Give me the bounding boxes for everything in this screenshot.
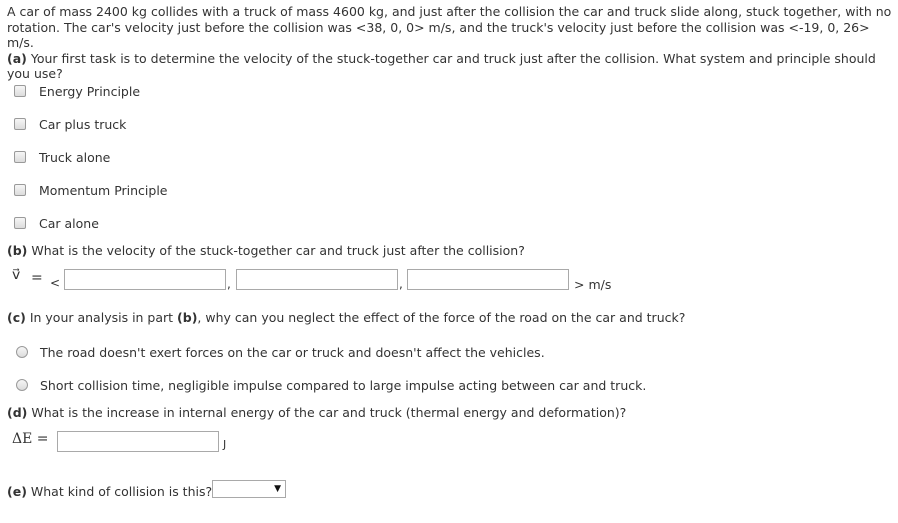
option-truck-alone[interactable]: [14, 149, 110, 165]
short-collision-time-label: Short collision time, negligible impulse compared to large impulse acting between car and truck.: [40, 377, 647, 393]
option-car-alone[interactable]: [14, 215, 99, 231]
part-c-label: (c): [7, 310, 26, 325]
option-car-plus-truck[interactable]: [14, 116, 126, 132]
momentum-principle-label: Momentum Principle: [39, 182, 168, 198]
part-a-question: Your first task is to determine the velocity of the stuck-together car and truck just after the collision. What system and principle should you use?: [7, 50, 876, 81]
vector-comma-2: ,: [399, 277, 403, 291]
option-road-no-forces[interactable]: [16, 344, 545, 360]
part-c-question-start: In your analysis in part: [25, 310, 178, 325]
road-no-forces-radio[interactable]: [16, 346, 28, 358]
velocity-z-input[interactable]: [407, 269, 569, 290]
energy-unit: J: [223, 438, 227, 451]
part-c-prompt: [7, 310, 685, 325]
part-e-prompt: [7, 484, 212, 499]
velocity-x-input[interactable]: [64, 269, 226, 290]
momentum-principle-checkbox[interactable]: [14, 184, 26, 196]
energy-principle-label: Energy Principle: [39, 83, 141, 99]
part-b-prompt: [7, 243, 525, 258]
part-e-label: (e): [7, 484, 27, 499]
car-plus-truck-label: Car plus truck: [39, 116, 127, 132]
energy-principle-checkbox[interactable]: [14, 85, 26, 97]
short-collision-time-radio[interactable]: [16, 379, 28, 391]
velocity-vector-symbol: v⃗: [12, 267, 21, 283]
part-a-label: (a): [7, 50, 27, 66]
velocity-y-input[interactable]: [236, 269, 398, 290]
road-no-forces-label: The road doesn't exert forces on the car or truck and doesn't affect the vehicles.: [40, 344, 545, 360]
part-d-prompt: [7, 405, 626, 420]
part-b-question: What is the velocity of the stuck-together car and truck just after the collision?: [27, 243, 525, 258]
problem-intro-block: [7, 4, 892, 82]
option-short-collision-time[interactable]: [16, 377, 646, 393]
truck-alone-checkbox[interactable]: [14, 151, 26, 163]
collision-type-dropdown[interactable]: [212, 480, 286, 498]
car-alone-label: Car alone: [39, 215, 99, 231]
truck-alone-label: Truck alone: [39, 149, 111, 165]
part-d-question: What is the increase in internal energy of the car and truck (thermal energy and deformation)?: [27, 405, 627, 420]
internal-energy-input[interactable]: [57, 431, 219, 452]
part-e-question: What kind of collision is this?: [26, 484, 213, 499]
velocity-equals-sign: =: [31, 270, 43, 286]
part-d-label: (d): [7, 405, 28, 420]
option-momentum-principle[interactable]: [14, 182, 168, 198]
part-c-reference: (b): [177, 310, 198, 325]
chevron-down-icon: ▼: [274, 484, 281, 494]
car-plus-truck-checkbox[interactable]: [14, 118, 26, 130]
option-energy-principle[interactable]: [14, 83, 140, 99]
delta-e-symbol: ΔE =: [12, 431, 49, 447]
problem-statement: A car of mass 2400 kg collides with a truck of mass 4600 kg, and just after the collision the car and truck slide along, stuck together, with no rotation. The car's velocity just before the collision was <38, 0, 0> m/s, and the truck's velocity just before the collision was <-19, 0, 26> m/s.: [7, 4, 892, 50]
vector-comma-1: ,: [227, 277, 231, 291]
vector-close-and-unit: > m/s: [574, 277, 612, 292]
vector-open-bracket: <: [50, 276, 61, 290]
part-c-question-end: , why can you neglect the effect of the force of the road on the car and truck?: [197, 310, 686, 325]
part-b-label: (b): [7, 243, 28, 258]
car-alone-checkbox[interactable]: [14, 217, 26, 229]
